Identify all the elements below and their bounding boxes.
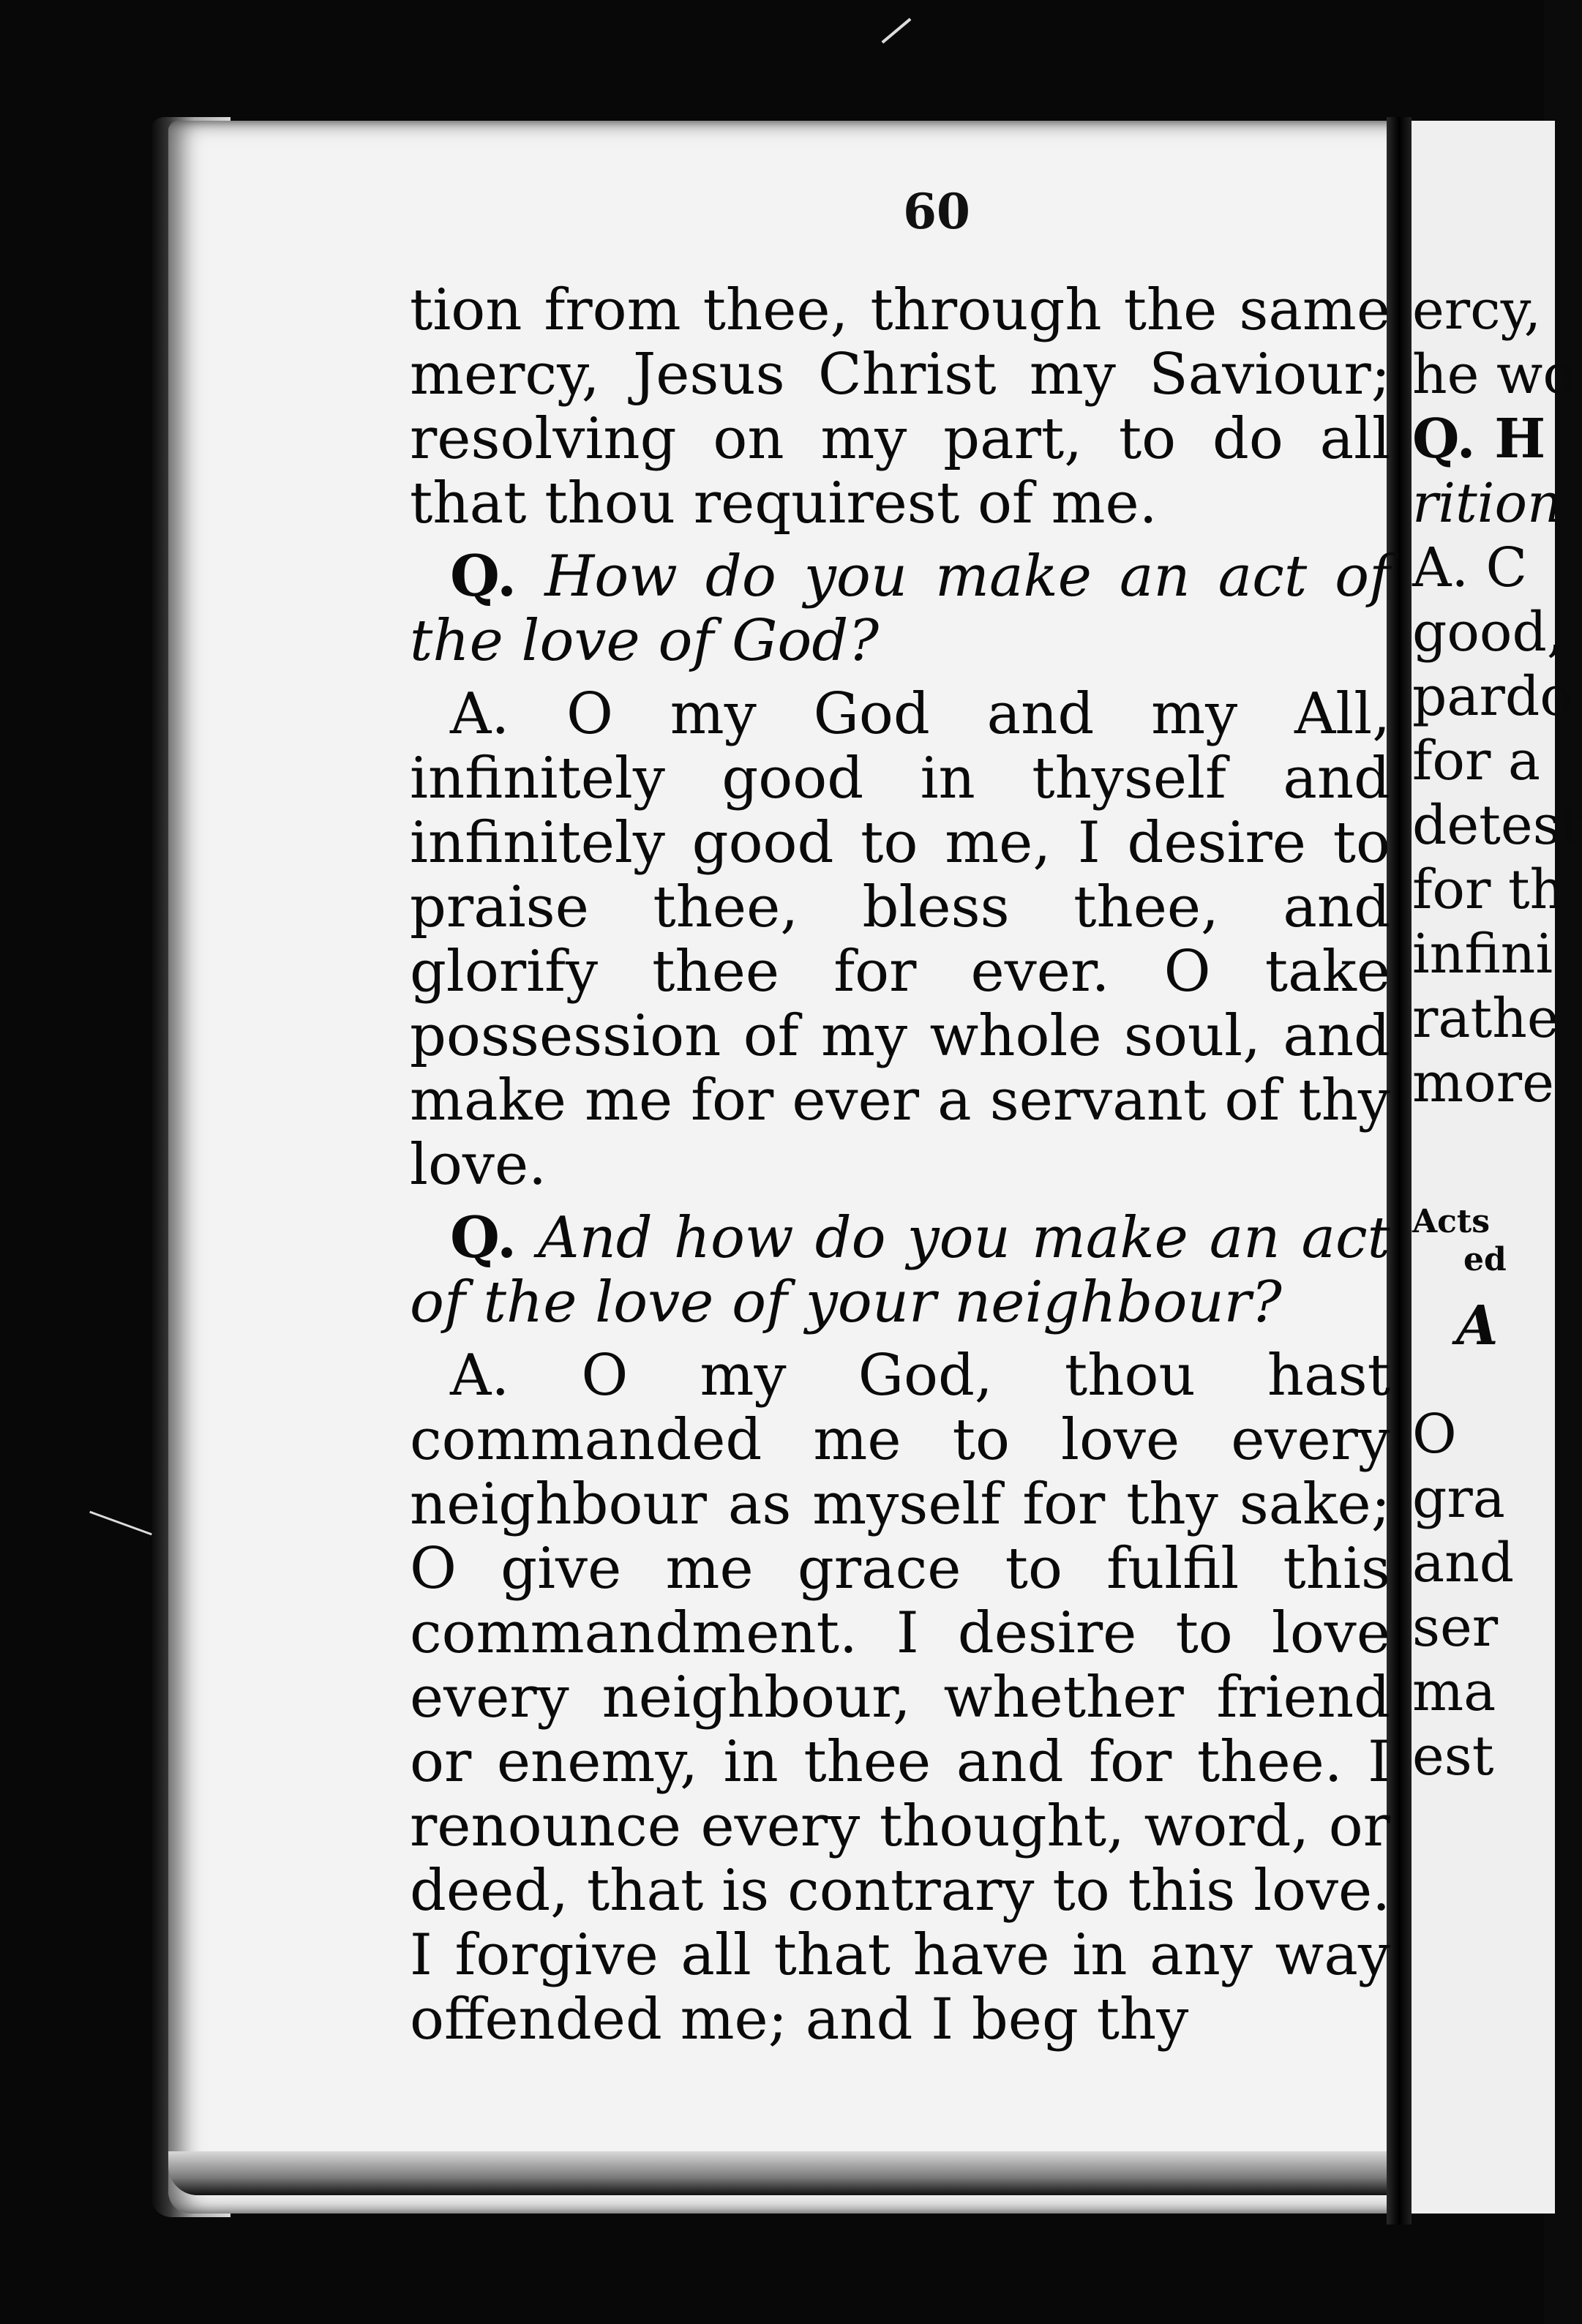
right-heading: Acts [1412, 1203, 1491, 1240]
right-line: ser [1412, 1596, 1499, 1659]
right-line: ma [1412, 1660, 1496, 1723]
right-line: and [1412, 1532, 1515, 1594]
right-initial: A [1456, 1294, 1499, 1357]
right-line: rathe [1412, 987, 1559, 1050]
right-line: for th [1412, 858, 1565, 921]
scan-speck [89, 1511, 152, 1536]
right-heading: ed [1463, 1241, 1507, 1278]
right-line: good, [1412, 601, 1564, 664]
right-line: gra [1412, 1467, 1505, 1530]
question-text: How do you make an act of the love of God? [410, 544, 1390, 674]
right-line: infini [1412, 923, 1553, 986]
question-text: And how do you make an act of the love of your neighbour? [410, 1205, 1391, 1335]
page-number: 60 [903, 183, 970, 240]
right-line: he wo [1412, 343, 1575, 406]
right-line: more [1412, 1052, 1554, 1114]
right-page-fragments [1412, 278, 1582, 1788]
question-label: Q. [450, 543, 517, 610]
question-label: Q. [450, 1204, 517, 1271]
right-line: for a [1412, 730, 1540, 792]
right-line: A. C [1412, 536, 1528, 599]
scan-speck [882, 18, 912, 43]
right-line: detest [1412, 794, 1582, 857]
answer-continuation: tion from thee, through the same mercy, Jesus Christ my Saviour; resolving on my part, to do all that thou requirest of me. [410, 277, 1390, 536]
right-line: rition [1412, 472, 1562, 535]
book-gutter [1387, 117, 1412, 2224]
right-line: est [1412, 1725, 1494, 1788]
answer-love-of-neighbour: A. O my God, thou hast commanded me to love every neighbour as myself for thy sake; O give me grace to fulfil this commandment. I desire to love every neighbour, whether friend or enemy, in thee and for thee. I renounce every thought, word, or deed, that is contrary to this love. I forgive all that have in any way offended me; and I beg thy [410, 1343, 1390, 2053]
question-love-of-god [410, 544, 1390, 673]
right-line: ercy, [1412, 279, 1542, 342]
answer-love-of-god: A. O my God and my All, infinitely good in thyself and infinitely good to me, I desire to praise thee, bless thee, and glorify thee for ever. O take possession of my whole soul, and make me for ever a servant of thy love. [410, 681, 1390, 1198]
page-bottom-edge [168, 2151, 1412, 2195]
right-line: Q. H [1412, 408, 1546, 471]
question-love-of-neighbour [410, 1206, 1390, 1335]
left-page-text [410, 278, 1390, 2061]
right-line: O [1412, 1403, 1457, 1466]
right-line: pardo [1412, 665, 1572, 728]
